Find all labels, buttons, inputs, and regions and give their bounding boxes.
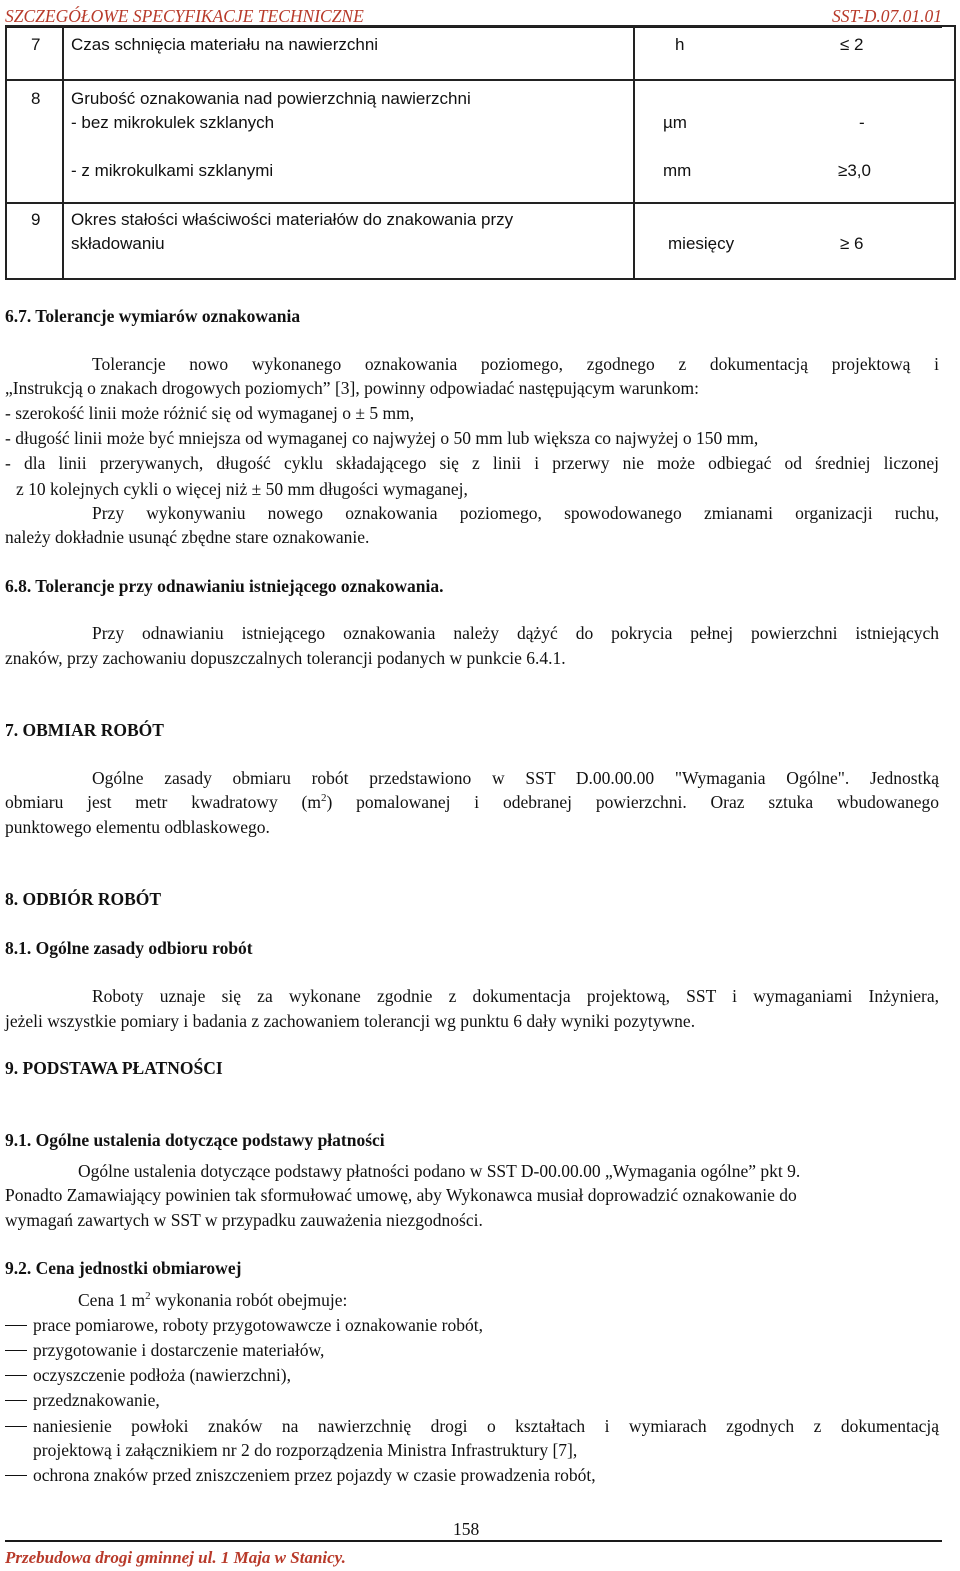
table-row xyxy=(6,26,955,80)
list-item: oczyszczenie podłoża (nawierzchni), xyxy=(33,1365,291,1385)
paragraph-line: znaków, przy zachowaniu dopuszczalnych tolerancji podanych w punkcie 6.4.1. xyxy=(5,648,566,668)
row-unit: h xyxy=(675,35,685,54)
row-value: - xyxy=(859,113,865,132)
footer-text: Przebudowa drogi gminnej ul. 1 Maja w Stanicy. xyxy=(5,1548,346,1567)
list-item: przedznakowanie, xyxy=(33,1390,160,1410)
row-subitem: - bez mikrokulek szklanych xyxy=(71,113,275,132)
row-name-cont: składowaniu xyxy=(71,234,165,253)
list-item: - długość linii może być mniejsza od wymaganej co najwyżej o 50 mm lub większa co najwyżej o 150 mm, xyxy=(5,428,759,448)
paragraph-line: jeżeli wszystkie pomiary i badania z zachowaniem tolerancji wg punktu 6 dały wyniki pozytywne. xyxy=(5,1011,696,1031)
table-row xyxy=(6,203,955,279)
paragraph-line: Ogólne ustalenia dotyczące podstawy płatności podano w SST D-00.00.00 „Wymagania ogólne” pkt 9. xyxy=(78,1161,801,1181)
row-unit: µm xyxy=(663,113,687,132)
row-name: Czas schnięcia materiału na nawierzchni xyxy=(71,35,379,54)
table-row xyxy=(6,80,955,203)
list-dash xyxy=(5,1375,27,1376)
paragraph-line: Roboty uznaje się za wykonane zgodnie z dokumentacja projektową, SST i wymaganiami Inżyniera, xyxy=(92,986,939,1006)
page-number: 158 xyxy=(453,1519,480,1539)
list-dash xyxy=(5,1350,27,1351)
list-dash xyxy=(5,1426,27,1427)
subsection-heading: 9.1. Ogólne ustalenia dotyczące podstawy płatności xyxy=(5,1130,385,1150)
list-dash xyxy=(5,1325,27,1326)
subsection-heading: 8.1. Ogólne zasady odbioru robót xyxy=(5,938,253,958)
list-item: przygotowanie i dostarczenie materiałów, xyxy=(33,1340,325,1360)
section-heading: 6.8. Tolerancje przy odnawianiu istniejącego oznakowania. xyxy=(5,576,444,596)
list-dash xyxy=(5,1475,27,1476)
list-dash xyxy=(5,1400,27,1401)
row-value: ≥3,0 xyxy=(838,161,871,180)
paragraph-line: „Instrukcją o znakach drogowych poziomych” [3], powinny odpowiadać następującym warunkom: xyxy=(5,378,699,398)
paragraph-line: Ogólne zasady obmiaru robót przedstawiono w SST D.00.00.00 "Wymagania Ogólne". Jednostką xyxy=(92,768,939,788)
paragraph-line: wymagań zawartych w SST w przypadku zauważenia niezgodności. xyxy=(5,1210,483,1230)
paragraph-line: Cena 1 $m^2$ wykonania robót obejmuje: xyxy=(78,1290,348,1310)
section-heading: 7. OBMIAR ROBÓT xyxy=(5,720,164,740)
list-item: prace pomiarowe, roboty przygotowawcze i oznakowanie robót, xyxy=(33,1315,483,1335)
paragraph-line: Przy wykonywaniu nowego oznakowania poziomego, spowodowanego zmianami organizacji ruchu, xyxy=(92,503,939,523)
subsection-heading: 9.2. Cena jednostki obmiarowej xyxy=(5,1258,242,1278)
list-item: - szerokość linii może różnić się od wymaganej o ± 5 mm, xyxy=(5,403,415,423)
paragraph-line: punktowego elementu odblaskowego. xyxy=(5,817,270,837)
list-item: - dla linii przerywanych, długość cyklu składającego się z linii i przerwy nie może odbiegać od średniej liczonej xyxy=(5,453,939,473)
paragraph-line: Ponadto Zamawiający powinien tak sformułować umowę, aby Wykonawca musiał doprowadzić oznakowanie do xyxy=(5,1185,797,1205)
list-item-cont: z 10 kolejnych cykli o więcej niż ± 50 mm długości wymaganej, xyxy=(16,479,468,499)
section-heading: 8. ODBIÓR ROBÓT xyxy=(5,889,162,909)
paragraph-line: Przy odnawianiu istniejącego oznakowania należy dążyć do pokrycia pełnej powierzchni istniejących xyxy=(92,623,939,643)
list-item: naniesienie powłoki znaków na nawierzchnię drogi o kształtach i wymiarach zgodnych z dokumentacją xyxy=(33,1416,939,1436)
row-unit: miesięcy xyxy=(668,234,735,253)
spec-table xyxy=(5,25,956,280)
list-item-cont: projektową i załącznikiem nr 2 do rozporządzenia Ministra Infrastruktury [7], xyxy=(33,1440,578,1460)
row-unit: mm xyxy=(663,161,692,180)
row-number: 7 xyxy=(31,35,41,54)
row-number: 9 xyxy=(31,210,41,229)
row-value: ≥ 6 xyxy=(840,234,864,253)
row-value: ≤ 2 xyxy=(840,35,864,54)
header-title: SZCZEGÓŁOWE SPECYFIKACJE TECHNICZNE xyxy=(5,6,364,26)
row-number: 8 xyxy=(31,89,41,108)
section-heading: 6.7. Tolerancje wymiarów oznakowania xyxy=(5,306,301,326)
page-footer xyxy=(5,1540,942,1567)
row-subitem: - z mikrokulkami szklanymi xyxy=(71,161,274,180)
paragraph-line: obmiaru jest metr kwadratowy $(m^2)$ pomalowanej i odebranej powierzchni. Oraz sztuka wbudowanego xyxy=(5,792,939,812)
paragraph-line: Tolerancje nowo wykonanego oznakowania poziomego, zgodnego z dokumentacją projektową i xyxy=(92,354,939,374)
row-name: Grubość oznakowania nad powierzchnią nawierzchni xyxy=(71,89,471,108)
header-code: SST-D.07.01.01 xyxy=(831,6,942,26)
section-heading: 9. PODSTAWA PŁATNOŚCI xyxy=(5,1058,223,1078)
list-item: ochrona znaków przed zniszczeniem przez pojazdy w czasie prowadzenia robót, xyxy=(33,1465,596,1485)
row-name: Okres stałości właściwości materiałów do znakowania przy xyxy=(71,210,514,229)
paragraph-line: należy dokładnie usunąć zbędne stare oznakowanie. xyxy=(5,527,370,547)
